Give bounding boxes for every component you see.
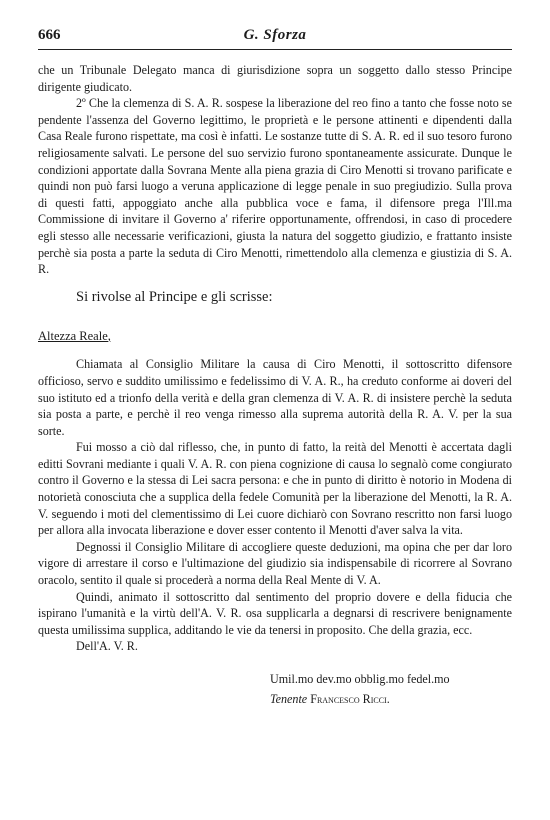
letter-paragraph-2: Fui mosso a ciò dal riflesso, che, in punto di fatto, la reità del Menotti è accertata dagli editti Sovrani mediante i quali V. A. R. con piena cognizione di causa lo segnalò come congiurato contro il Governo e la stessa di Lei sacra persona: e che in punto di diritto è notorio in Modena di notorietà conosciuta che a supplica della fedele Comunità per la liberazione del Menotti, la R. A. V. seguendo i moti del clementissimo di Lei cuore dichiarò con Sovrano rescritto non farsi luogo per allora alla invocata liberazione e dover esser contento il Menotti d'aver salva la vita. (38, 440, 512, 538)
letter-paragraph-1: Chiamata al Consiglio Militare la causa di Ciro Menotti, il sottoscritto difensore officioso, servo e suddito umilissimo e fedelissimo di V. A. R., ha creduto conforme ai doveri del suo istituto ed a trionfo della verità e della gran clemenza di V. A. R. di insistere perchè la seduta sia posta a parte, e perchè il reo venga rimesso alla suprema autorità della R. A. V. per la sua sorte. (38, 357, 512, 438)
letter-body (38, 356, 512, 655)
letter-salutation: Altezza Reale, (38, 328, 111, 343)
paragraph-2: 2º Che la clemenza di S. A. R. sospese la liberazione del reo fino a tanto che fosse noto se pendente l'assenza del Governo legittimo, le proprietà e le persone attinenti e dipendenti dalla Casa Reale furono rispettate, ma così è infatti. Le sostanze tutte di S. A. R. ed il suo tesoro furono religiosamente salvati. Le persone del suo servizio furono spontaneamente assicurate. Dunque le condizioni apportate dalla Sovrana Mente alla piena grazia di Ciro Menotti si trovano parificate e quindi non può farsi luogo a veruna applicazione di legge penale in suo pregiudizio. Sulla prova di questi fatti, appoggiato anche alla pubblica voce e fama, il difensore prega l'Ill.ma Commissione di invitare il Governo a' riferire opportunamente, offrendosi, in caso di procedere egli stesso alle necessarie verificazioni, giusta la natura del soggetto giudizio, e frattanto insiste perchè sia posta a parte la seduta di Ciro Menotti, rimettendolo alla clemenza e giustizia di S. A. R. (38, 96, 512, 277)
signature-name: Francesco Ricci. (310, 692, 390, 706)
letter-paragraph-4: Quindi, animato il sottoscritto dal sentimento del proprio dovere e della fiducia che ispirano l'umanità e la virtù dell'A. V. R. osa supplicarla a degnarsi di rescrivere benignamente questa umilissima supplica, additando le vie da tenersi in proposito. Che della grazia, ecc. (38, 589, 512, 637)
paragraph-1: che un Tribunale Delegato manca di giurisdizione sopra un soggetto dallo stesso Principe dirigente giudicato. (38, 63, 512, 94)
letter-paragraph-3: Degnossi il Consiglio Militare di accogliere queste deduzioni, ma opina che per dar loro vigore di arrestare il corso e l'ultimazione del giudizio sia indispensabile di ricorrere al Sovrano oracolo, sentito il quale si procederà a norma della Real Mente di V. A. (38, 539, 512, 588)
signature-formula: Umil.mo dev.mo obblig.mo fedel.mo (270, 672, 450, 686)
running-head-author: G. Sforza (243, 27, 307, 43)
signature-block (270, 669, 512, 709)
body-text (38, 62, 512, 709)
signature-rank: Tenente (270, 692, 308, 706)
letter-closing: Dell'A. V. R. (76, 639, 138, 654)
letter-intro: Si rivolse al Principe e gli scrisse: (76, 288, 273, 305)
page-header (38, 27, 512, 49)
page-number: 666 (38, 27, 61, 43)
header-rule (38, 49, 512, 50)
signature-line (270, 689, 512, 709)
